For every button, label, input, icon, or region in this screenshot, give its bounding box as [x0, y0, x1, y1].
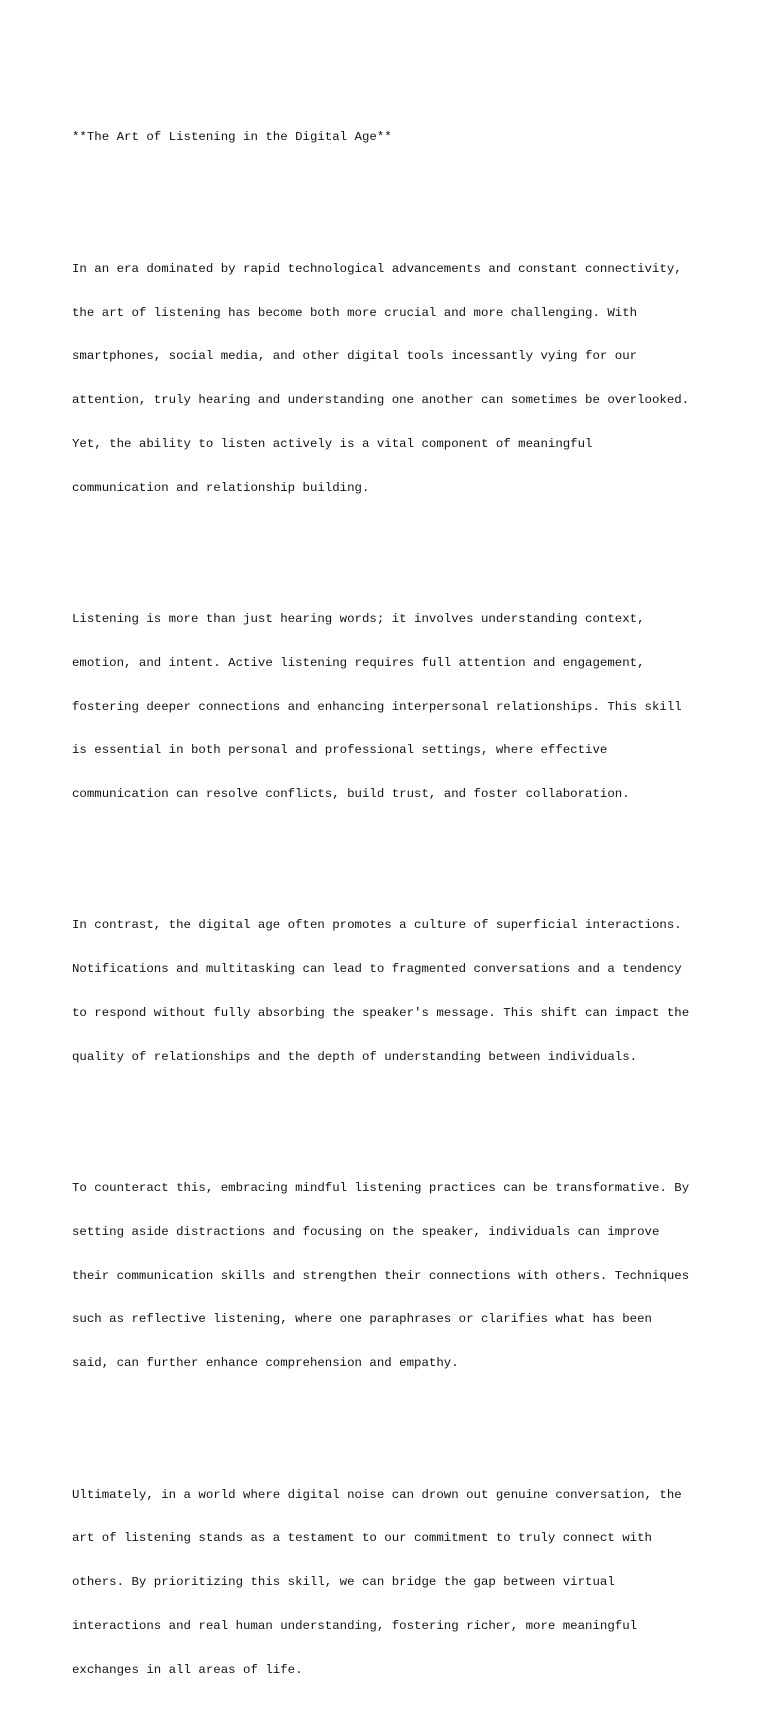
paragraph-line: In an era dominated by rapid technological advancements and constant connectivity,: [72, 261, 682, 276]
paragraph-line: is essential in both personal and professional settings, where effective: [72, 743, 608, 758]
paragraph-line: others. By prioritizing this skill, we can bridge the gap between virtual: [72, 1575, 615, 1590]
document-title: [72, 101, 712, 174]
paragraph-5: [72, 1458, 712, 1706]
paragraph-line: communication can resolve conflicts, build trust, and foster collaboration.: [72, 787, 630, 802]
paragraph-line: Ultimately, in a world where digital noise can drown out genuine conversation, the: [72, 1487, 682, 1502]
paragraph-line: exchanges in all areas of life.: [72, 1662, 303, 1677]
paragraph-3: [72, 889, 712, 1093]
paragraph-line: setting aside distractions and focusing on the speaker, individuals can improve: [72, 1224, 660, 1239]
paragraph-line: Yet, the ability to listen actively is a vital component of meaningful: [72, 436, 593, 451]
paragraph-line: quality of relationships and the depth of understanding between individuals.: [72, 1049, 638, 1064]
paragraph-line: smartphones, social media, and other digital tools incessantly vying for our: [72, 349, 638, 364]
title-line: **The Art of Listening in the Digital Age**: [72, 130, 392, 145]
paragraph-line: their communication skills and strengthen their connections with others. Techniques: [72, 1268, 690, 1283]
paragraph-line: Notifications and multitasking can lead to fragmented conversations and a tendency: [72, 962, 682, 977]
paragraph-line: interactions and real human understanding, fostering richer, more meaningful: [72, 1618, 638, 1633]
paragraph-4: [72, 1152, 712, 1400]
paragraph-line: Listening is more than just hearing words; it involves understanding context,: [72, 611, 645, 626]
document-page: [72, 72, 712, 1736]
paragraph-line: art of listening stands as a testament to our commitment to truly connect with: [72, 1531, 652, 1546]
paragraph-line: attention, truly hearing and understanding one another can sometimes be overlooked.: [72, 393, 690, 408]
paragraph-2: [72, 583, 712, 831]
paragraph-line: said, can further enhance comprehension and empathy.: [72, 1356, 459, 1371]
paragraph-1: [72, 233, 712, 525]
paragraph-line: such as reflective listening, where one paraphrases or clarifies what has been: [72, 1312, 652, 1327]
paragraph-line: the art of listening has become both more crucial and more challenging. With: [72, 305, 638, 320]
paragraph-line: communication and relationship building.: [72, 480, 370, 495]
paragraph-line: In contrast, the digital age often promotes a culture of superficial interactions.: [72, 918, 682, 933]
paragraph-line: To counteract this, embracing mindful listening practices can be transformative. By: [72, 1181, 690, 1196]
paragraph-line: fostering deeper connections and enhancing interpersonal relationships. This skill: [72, 699, 682, 714]
paragraph-line: to respond without fully absorbing the speaker's message. This shift can impact the: [72, 1006, 690, 1020]
paragraph-line: emotion, and intent. Active listening requires full attention and engagement,: [72, 655, 645, 670]
